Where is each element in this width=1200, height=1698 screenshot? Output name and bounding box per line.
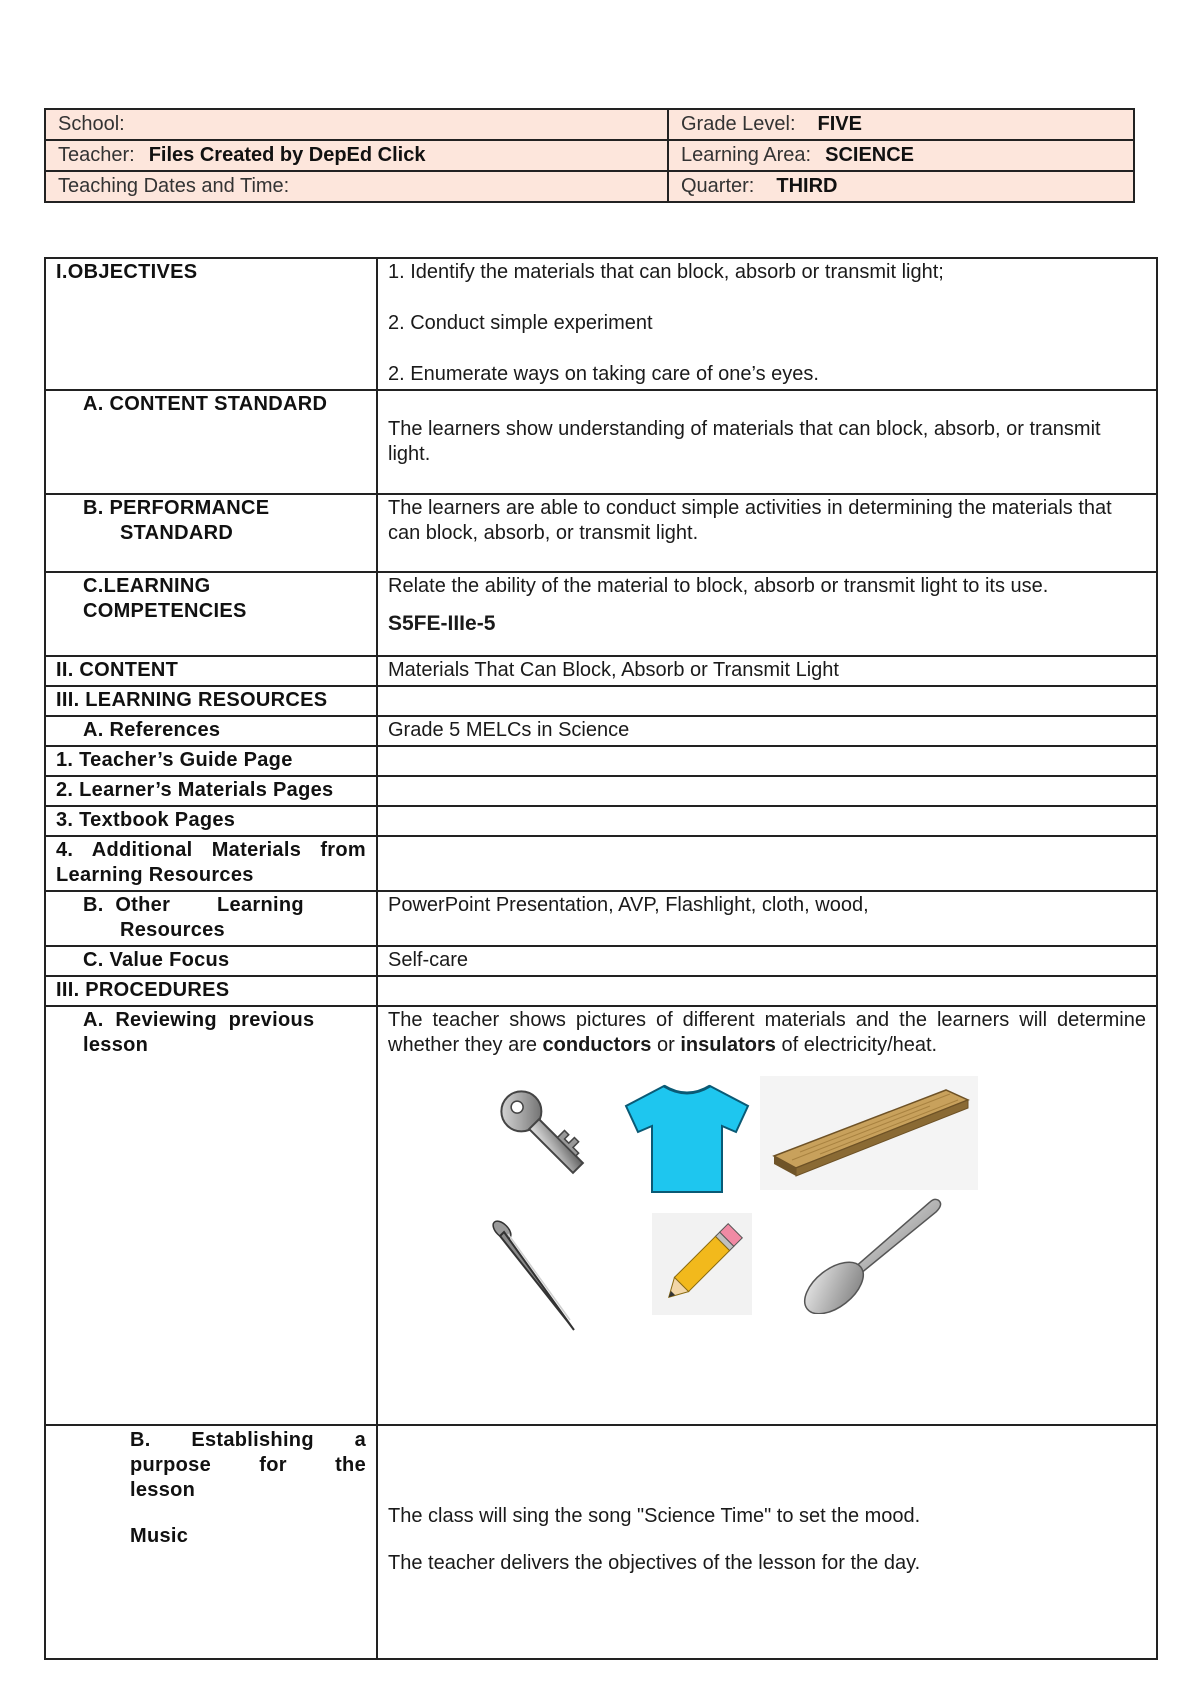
other-resources-label-cell (45, 891, 377, 946)
learners-materials-label: 2. Learner’s Materials Pages (45, 776, 377, 806)
procedures-label: III. PROCEDURES (45, 976, 377, 1006)
purpose-cell (377, 1425, 1157, 1659)
dates-label: Teaching Dates and Time: (58, 175, 290, 197)
purpose-text-2: The teacher delivers the objectives of the lesson for the day. (388, 1552, 921, 1574)
other-resources-label-2: Resources (120, 919, 225, 941)
competencies-label-cell (45, 572, 377, 656)
area-cell (668, 140, 1134, 171)
teacher-cell (45, 140, 668, 171)
resources-empty (377, 686, 1157, 716)
content-standard-text: The learners show understanding of materials that can block, absorb, or transmit light. (377, 390, 1157, 494)
reviewing-text: The teacher shows pictures of different materials and the learners will determine whether they are conductors or insulators of electricity/heat. (388, 1009, 1146, 1056)
other-resources-text: PowerPoint Presentation, AVP, Flashlight, cloth, wood, (377, 891, 1157, 946)
references-row (45, 716, 1157, 746)
content-text: Materials That Can Block, Absorb or Transmit Light (377, 656, 1157, 686)
competencies-label-2: COMPETENCIES (83, 600, 247, 622)
additional-materials-value (377, 836, 1157, 891)
procedures-row (45, 976, 1157, 1006)
objectives-label: I.OBJECTIVES (45, 258, 377, 390)
dates-cell (45, 171, 668, 202)
insulators-term: insulators (680, 1034, 776, 1056)
other-resources-row (45, 891, 1157, 946)
quarter-value: THIRD (776, 175, 838, 197)
header-table (44, 108, 1135, 203)
tshirt-image (620, 1080, 754, 1196)
reviewing-cell (377, 1006, 1157, 1425)
textbook-row (45, 806, 1157, 836)
objectives-cell (377, 258, 1157, 390)
nail-image (488, 1218, 584, 1338)
value-focus-text: Self-care (377, 946, 1157, 976)
purpose-label: B. Establishing a (130, 1429, 366, 1451)
school-cell (45, 109, 668, 140)
objective-item: 1. Identify the materials that can block, absorb or transmit light; (388, 261, 944, 283)
reviewing-label: A. Reviewing previous (83, 1009, 315, 1031)
textbook-label: 3. Textbook Pages (45, 806, 377, 836)
competencies-text: Relate the ability of the material to block, absorb or transmit light to its use. (388, 575, 1049, 597)
competencies-row (45, 572, 1157, 656)
reviewing-label-2: lesson (83, 1034, 149, 1056)
content-label: II. CONTENT (45, 656, 377, 686)
purpose-label-2: purpose for the (130, 1454, 366, 1476)
music-label: Music (130, 1525, 189, 1547)
materials-pictures (388, 1058, 1146, 1422)
resources-row (45, 686, 1157, 716)
grade-label: Grade Level: (681, 113, 796, 135)
performance-standard-text: The learners are able to conduct simple activities in determining the materials that can block, absorb, or transmit light. (377, 494, 1157, 572)
performance-standard-label: B. PERFORMANCE (83, 497, 270, 519)
conductors-term: conductors (542, 1034, 652, 1056)
competencies-label: C.LEARNING (83, 575, 211, 597)
objectives-row (45, 258, 1157, 390)
objective-item: 2. Enumerate ways on taking care of one’s eyes. (388, 363, 819, 385)
area-label: Learning Area: (681, 144, 812, 166)
teachers-guide-label: 1. Teacher’s Guide Page (45, 746, 377, 776)
performance-standard-row (45, 494, 1157, 572)
purpose-row (45, 1425, 1157, 1659)
pencil-image (652, 1213, 752, 1315)
teacher-label: Teacher: (58, 144, 135, 166)
lesson-plan-table (44, 257, 1158, 1660)
value-focus-label: C. Value Focus (45, 946, 377, 976)
learners-materials-value (377, 776, 1157, 806)
textbook-value (377, 806, 1157, 836)
quarter-label: Quarter: (681, 175, 755, 197)
resources-label: III. LEARNING RESOURCES (45, 686, 377, 716)
additional-materials-label: 4. Additional Materials from Learning Resources (45, 836, 377, 891)
spoon-image (798, 1194, 946, 1314)
competency-code: S5FE-IIIe-5 (388, 612, 496, 635)
reviewing-row (45, 1006, 1157, 1425)
additional-materials-row (45, 836, 1157, 891)
teacher-value: Files Created by DepEd Click (148, 144, 426, 166)
references-label: A. References (45, 716, 377, 746)
grade-value: FIVE (817, 113, 862, 135)
teachers-guide-value (377, 746, 1157, 776)
wood-plank-image (760, 1076, 978, 1190)
objective-item: 2. Conduct simple experiment (388, 312, 653, 334)
content-row (45, 656, 1157, 686)
purpose-label-cell (45, 1425, 377, 1659)
other-resources-label: B. Other Learning (83, 894, 304, 916)
school-label: School: (58, 113, 125, 135)
performance-standard-label-cell (45, 494, 377, 572)
competencies-cell (377, 572, 1157, 656)
content-standard-label: A. CONTENT STANDARD (45, 390, 377, 494)
quarter-cell (668, 171, 1134, 202)
content-standard-row (45, 390, 1157, 494)
key-image (490, 1080, 598, 1188)
grade-cell (668, 109, 1134, 140)
references-text: Grade 5 MELCs in Science (377, 716, 1157, 746)
value-focus-row (45, 946, 1157, 976)
learners-materials-row (45, 776, 1157, 806)
teachers-guide-row (45, 746, 1157, 776)
area-value: SCIENCE (825, 144, 915, 166)
purpose-label-3: lesson (130, 1479, 196, 1501)
purpose-text: The class will sing the song "Science Time" to set the mood. (388, 1505, 921, 1527)
procedures-empty (377, 976, 1157, 1006)
performance-standard-label-2: STANDARD (120, 522, 234, 544)
reviewing-label-cell (45, 1006, 377, 1425)
